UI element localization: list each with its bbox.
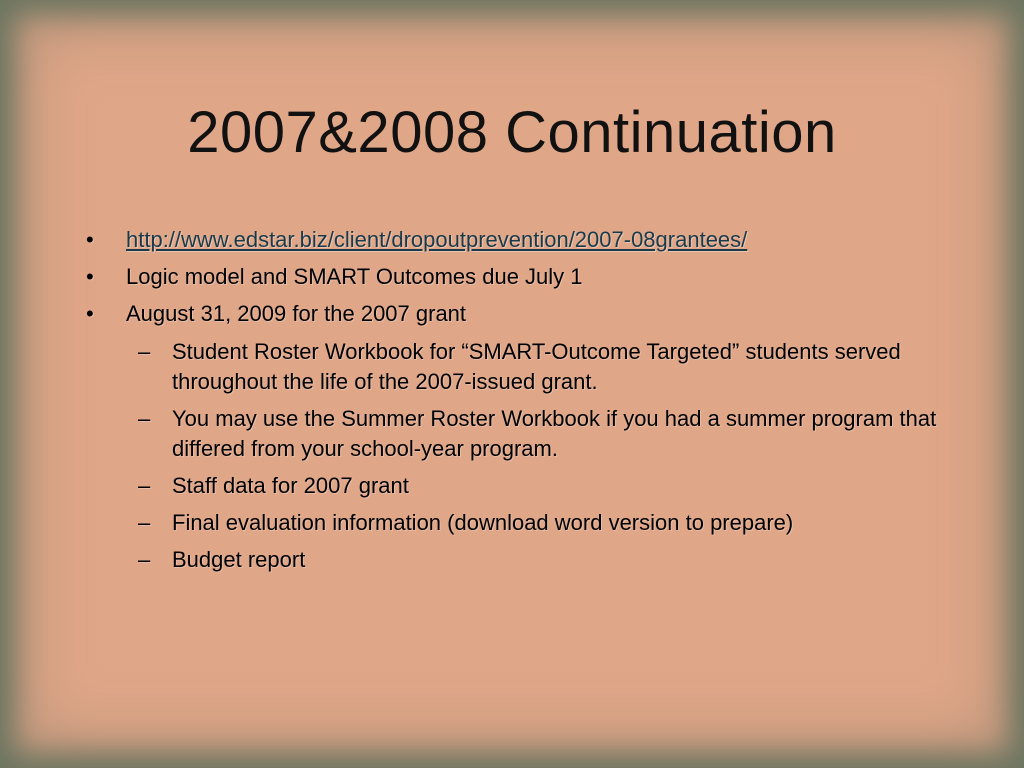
- bullet-item-link: [84, 226, 964, 254]
- sub-bullet-item: [84, 508, 964, 538]
- bullet-icon: •: [86, 301, 94, 326]
- bullet-icon: •: [86, 227, 94, 252]
- sub-bullet-text: Staff data for 2007 grant: [172, 473, 409, 498]
- sub-bullet-item: [84, 471, 964, 501]
- sub-bullet-text: Budget report: [172, 547, 306, 572]
- slide-title: 2007&2008 Continuation: [187, 100, 837, 165]
- bullet-item: [84, 263, 964, 291]
- slide-body: [84, 226, 964, 582]
- sub-bullet-item: [84, 545, 964, 575]
- grantees-link[interactable]: http://www.edstar.biz/client/dropoutprevention/2007-08grantees/: [126, 227, 748, 252]
- sub-bullet-item: [84, 337, 964, 397]
- bullet-text: Logic model and SMART Outcomes due July 1: [126, 264, 583, 289]
- sub-bullet-text: Student Roster Workbook for “SMART-Outcome Targeted” students served throughout the life of the 2007-issued grant.: [172, 339, 901, 394]
- sub-bullet-text: You may use the Summer Roster Workbook if you had a summer program that differed from your school-year program.: [172, 406, 937, 461]
- dash-icon: –: [138, 473, 151, 498]
- dash-icon: –: [138, 510, 151, 535]
- dash-icon: –: [138, 406, 151, 431]
- dash-icon: –: [138, 339, 151, 364]
- bullet-icon: •: [86, 264, 94, 289]
- dash-icon: –: [138, 547, 151, 572]
- bullet-text: August 31, 2009 for the 2007 grant: [126, 301, 467, 326]
- bullet-item: [84, 300, 964, 328]
- sub-bullet-item: [84, 404, 964, 464]
- sub-bullet-text: Final evaluation information (download word version to prepare): [172, 510, 794, 535]
